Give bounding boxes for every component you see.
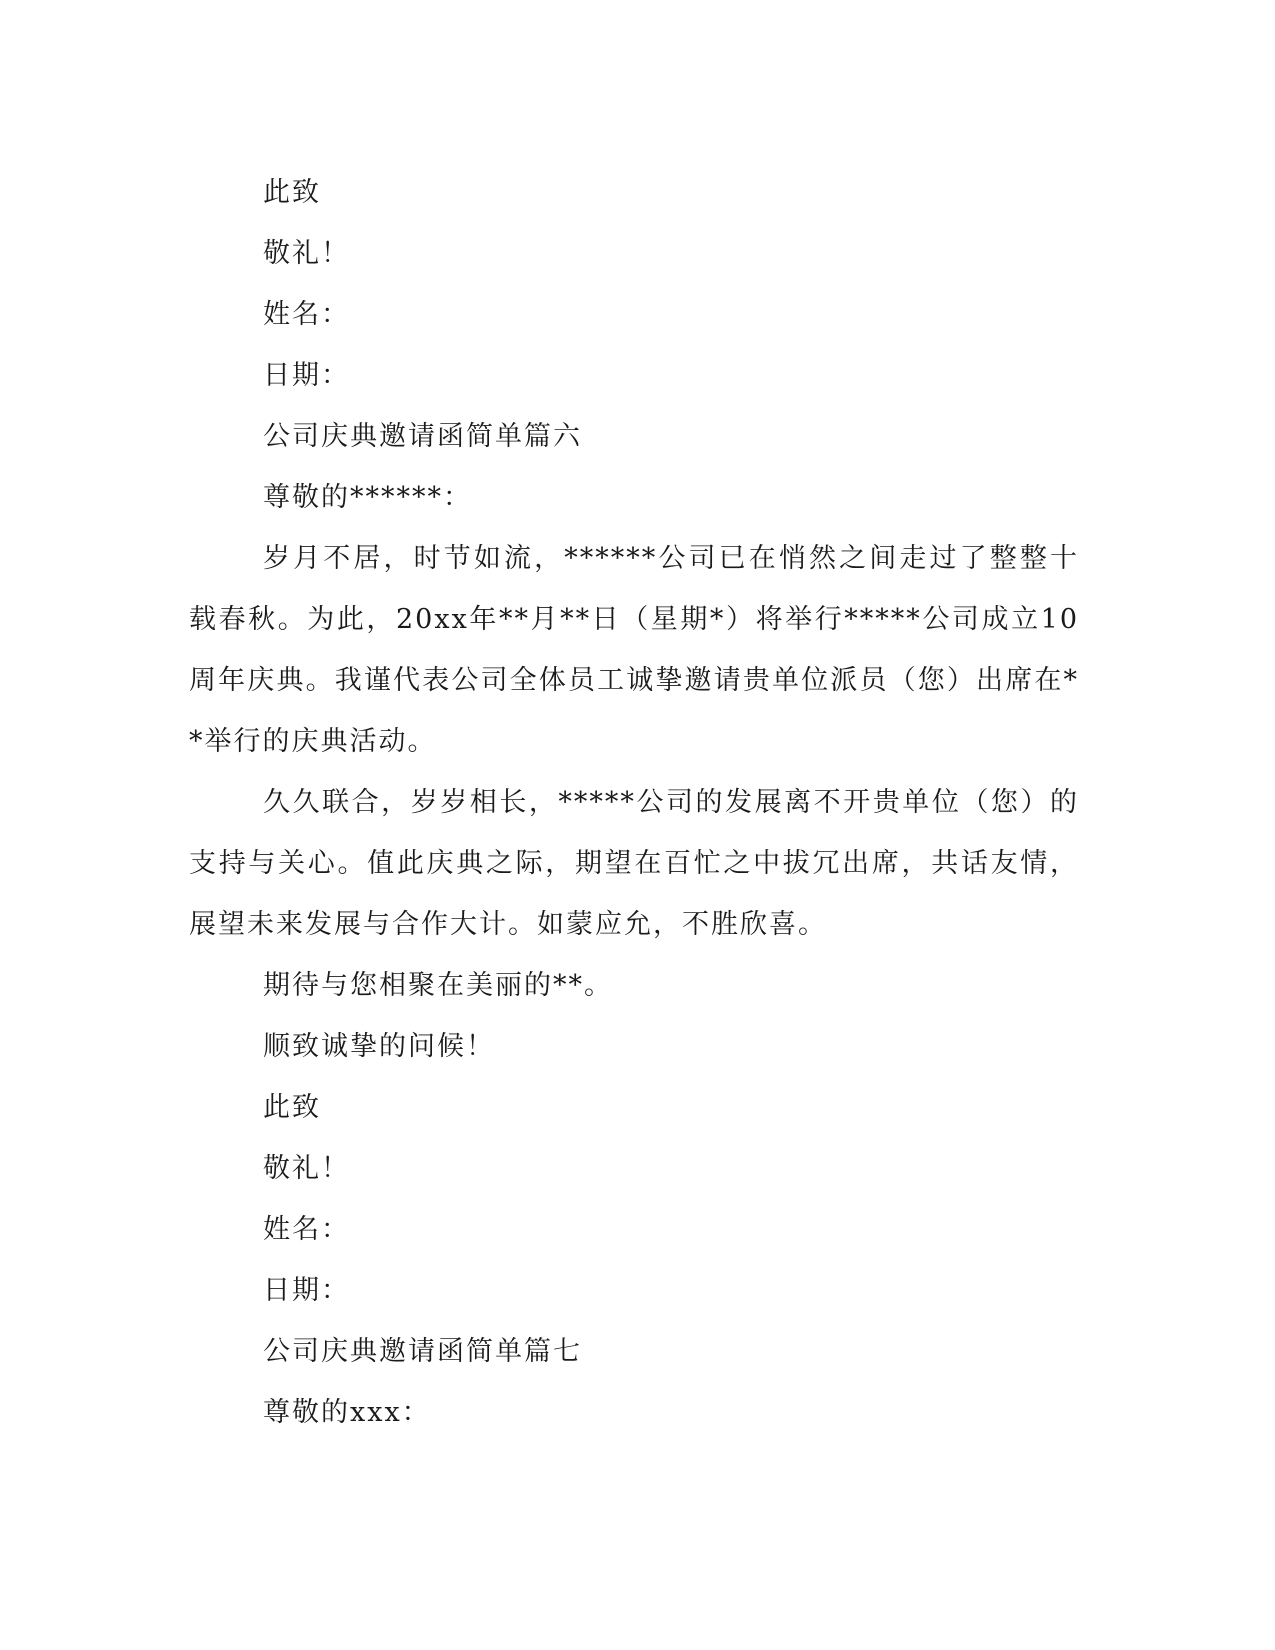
section-title-six: 公司庆典邀请函简单篇六 bbox=[263, 421, 582, 452]
salutation-seven: 尊敬的xxx： bbox=[263, 1397, 431, 1428]
name-label-2: 姓名： bbox=[263, 1214, 350, 1245]
section-title-seven: 公司庆典邀请函简单篇七 bbox=[263, 1336, 582, 1367]
name-label: 姓名： bbox=[263, 299, 350, 330]
document-body bbox=[189, 162, 1079, 1443]
closing-jingli: 敬礼！ bbox=[263, 238, 350, 269]
date-label: 日期： bbox=[263, 360, 350, 391]
closing-jingli-2: 敬礼！ bbox=[263, 1153, 350, 1184]
body-paragraph-1: 岁月不居，时节如流，******公司已在悄然之间走过了整整十载春秋。为此，20xx年**月**日（星期*）将举行*****公司成立10周年庆典。我谨代表公司全体员工诚挚邀请贵单位派员（您）出席在**举行的庆典活动。 bbox=[189, 543, 1079, 757]
expectation-line: 期待与您相聚在美丽的**。 bbox=[263, 970, 613, 1001]
greeting-line: 顺致诚挚的问候！ bbox=[263, 1031, 495, 1062]
closing-cizhi-2: 此致 bbox=[263, 1092, 321, 1123]
body-paragraph-2: 久久联合，岁岁相长，*****公司的发展离不开贵单位（您）的支持与关心。值此庆典之际，期望在百忙之中拔冗出席，共话友情，展望未来发展与合作大计。如蒙应允，不胜欣喜。 bbox=[189, 787, 1079, 940]
salutation-six: 尊敬的******： bbox=[263, 482, 472, 513]
date-label-2: 日期： bbox=[263, 1275, 350, 1306]
closing-cizhi: 此致 bbox=[263, 177, 321, 208]
